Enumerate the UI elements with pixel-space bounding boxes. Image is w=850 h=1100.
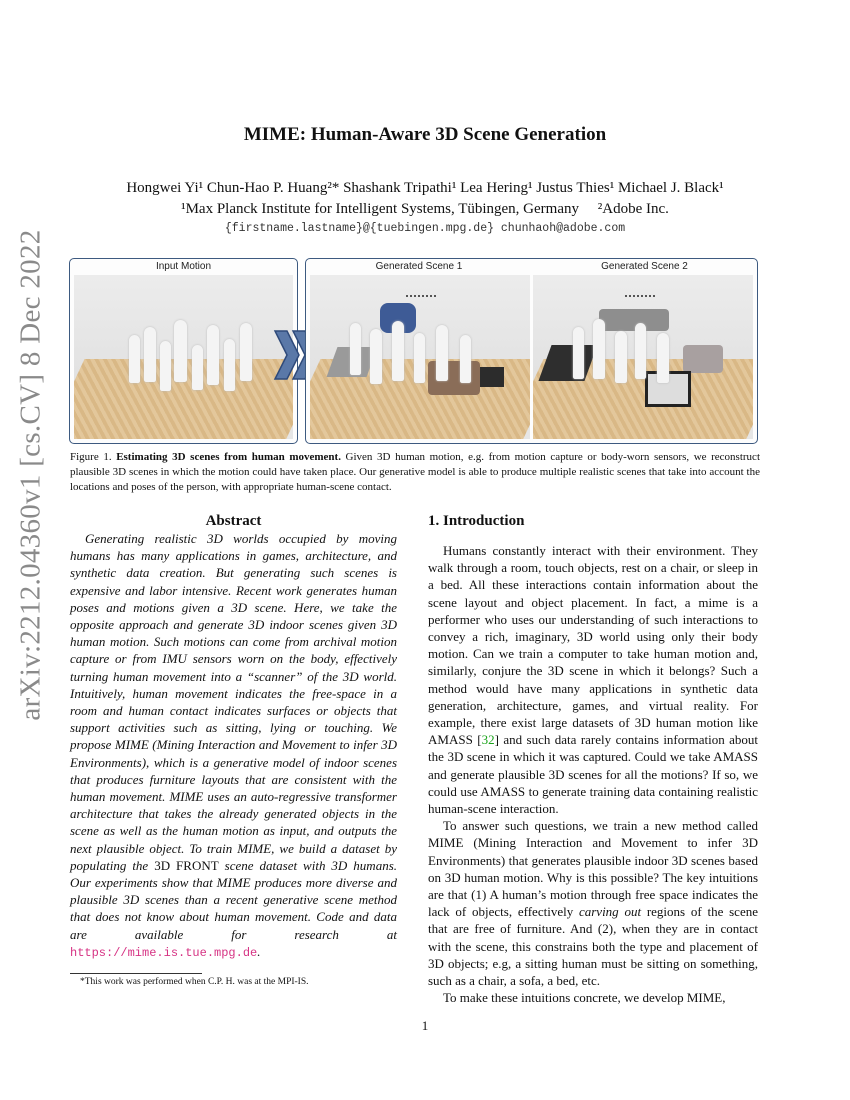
abstract-text-1: Generating realistic 3D worlds occupied by moving humans has many applications in games, architecture, and synthetic data creation. But generating such scenes is expensive and labor intensive. Recent work generates human poses and motions given a 3D scene. Here, we take the opposite approach and generate 3D indoor scenes given 3D human motion. Such motions can come from archival motion capture or from IMU sensors worn on the body, effectively turning human movement into a “scanner” of the 3D world. Intuitively, human movement indicates the free-space in a room and human contact indicates surfaces or objects that support activities such as sitting, lying or touching. We propose MIME (Mining Interaction and Movement to infer 3D Environments), which is a generative model of indoor scenes that produces furniture layouts that are consistent with the human movement. MIME uses an auto-regressive transformer architecture that takes the already generated objects in the scene as well as the human motion as input, and outputs the next plausible object. To train MIME, we build a dataset by populating the	[70, 531, 397, 873]
input-motion-render	[74, 275, 293, 439]
footnote-rule	[70, 973, 202, 974]
authors-line: Hongwei Yi¹ Chun-Hao P. Huang²* Shashank Tripathi¹ Lea Hering¹ Justus Thies¹ Michael J. Black¹	[126, 180, 724, 196]
abstract-heading: Abstract	[205, 513, 262, 529]
figure-panel-generated-scenes	[305, 258, 758, 444]
intro-paragraph-2	[428, 817, 758, 989]
caption-bold: Estimating 3D scenes from human movement.	[116, 451, 341, 463]
intro-p1-b: ] and such data rarely contains information about the 3D scene in which it was captured. Could we take AMASS and generate plausible 3D scenes for all the motions? If so, we could use AMASS to generate training data containing realistic human-scene interaction.	[428, 732, 758, 817]
panel-label-input: Input Motion	[155, 261, 212, 272]
panel-label-scene1: Generated Scene 1	[375, 261, 463, 272]
introduction-heading: 1. Introduction	[428, 513, 525, 529]
intro-p2-emphasis: carving out	[578, 904, 642, 920]
generated-scene-1-render	[310, 275, 530, 439]
panel-label-scene2: Generated Scene 2	[601, 261, 688, 272]
author-emails: {firstname.lastname}@{tuebingen.mpg.de} chunhaoh@adobe.com	[224, 222, 626, 235]
page-number: 1	[421, 1018, 429, 1033]
arxiv-id: arXiv:2212.04360v1 [cs.CV] 8 Dec 2022	[14, 229, 47, 721]
intro-p1-a: Humans constantly interact with their environment. They walk through a room, touch objects, rest on a chair, or sleep in a bed. All these interactions contain information about the scene layout and object placement. In fact, a mime is a performer who uses our understanding of such interactions to convey a rich, imaginary, 3D world using only their body motion. Can we train a computer to take human motion and, similarly, conjure the 3D scene in which it belongs? Such a method would have many applications in synthetic data generation, architecture, games, and virtual reality. For example, there exist large datasets of 3D human motion like AMASS [	[428, 543, 758, 748]
author-block	[60, 178, 790, 220]
arxiv-identifier-sidebar	[2, 229, 60, 721]
intro-paragraph-3: To make these intuitions concrete, we develop MIME,	[443, 990, 726, 1006]
introduction-body	[428, 542, 758, 1006]
caption-label: Figure 1.	[70, 451, 112, 463]
generated-scene-2-render	[533, 275, 753, 439]
citation-link[interactable]: 32	[481, 732, 495, 748]
affiliations-line: ¹Max Planck Institute for Intelligent Systems, Tübingen, Germany ²Adobe Inc.	[181, 201, 669, 217]
intro-p2-b: regions of the scene that are free of furniture. And (2), when they are in contact with the scene, this constrains both the type and placement of 3D objects; e.g, a sitting human must be sitting on something, such as a chair, a sofa, a bed, etc.	[428, 904, 758, 989]
paper-title: MIME: Human-Aware 3D Scene Generation	[243, 124, 607, 145]
intro-p2-a: To answer such questions, we train a new method called MIME (Mining Interaction and Movement to infer 3D Environments) that generates plausible indoor 3D scenes based on 3D human motion. Why is this possible? The key intuitions are that (1) A human’s motion through free space indicates the lack of objects, effectively	[428, 818, 758, 920]
footnote: *This work was performed when C.P. H. was at the MPI-IS.	[80, 977, 309, 987]
project-link[interactable]: https://mime.is.tue.mpg.de	[70, 945, 258, 960]
figure-caption	[70, 450, 760, 495]
figure-panel-input-motion	[69, 258, 298, 444]
abstract-end: .	[257, 943, 261, 959]
abstract-dataset-name: 3D FRONT	[154, 857, 219, 873]
abstract-text-2: scene dataset with 3D humans. Our experiments show that MIME produces more diverse and plausible 3D scenes than a recent generative scene method that does not know about human movement. Code and data are available for research at	[70, 857, 398, 942]
abstract-body	[70, 530, 397, 962]
intro-paragraph-1	[428, 542, 758, 817]
caption-text: Given 3D human motion, e.g. from motion capture or body-worn sensors, we reconstruct plausible 3D scenes in which the motion could have taken place. Our generative model is able to produce multiple realistic scenes that take into account the locations and poses of the person, with appropriate human-scene contact.	[70, 451, 760, 493]
